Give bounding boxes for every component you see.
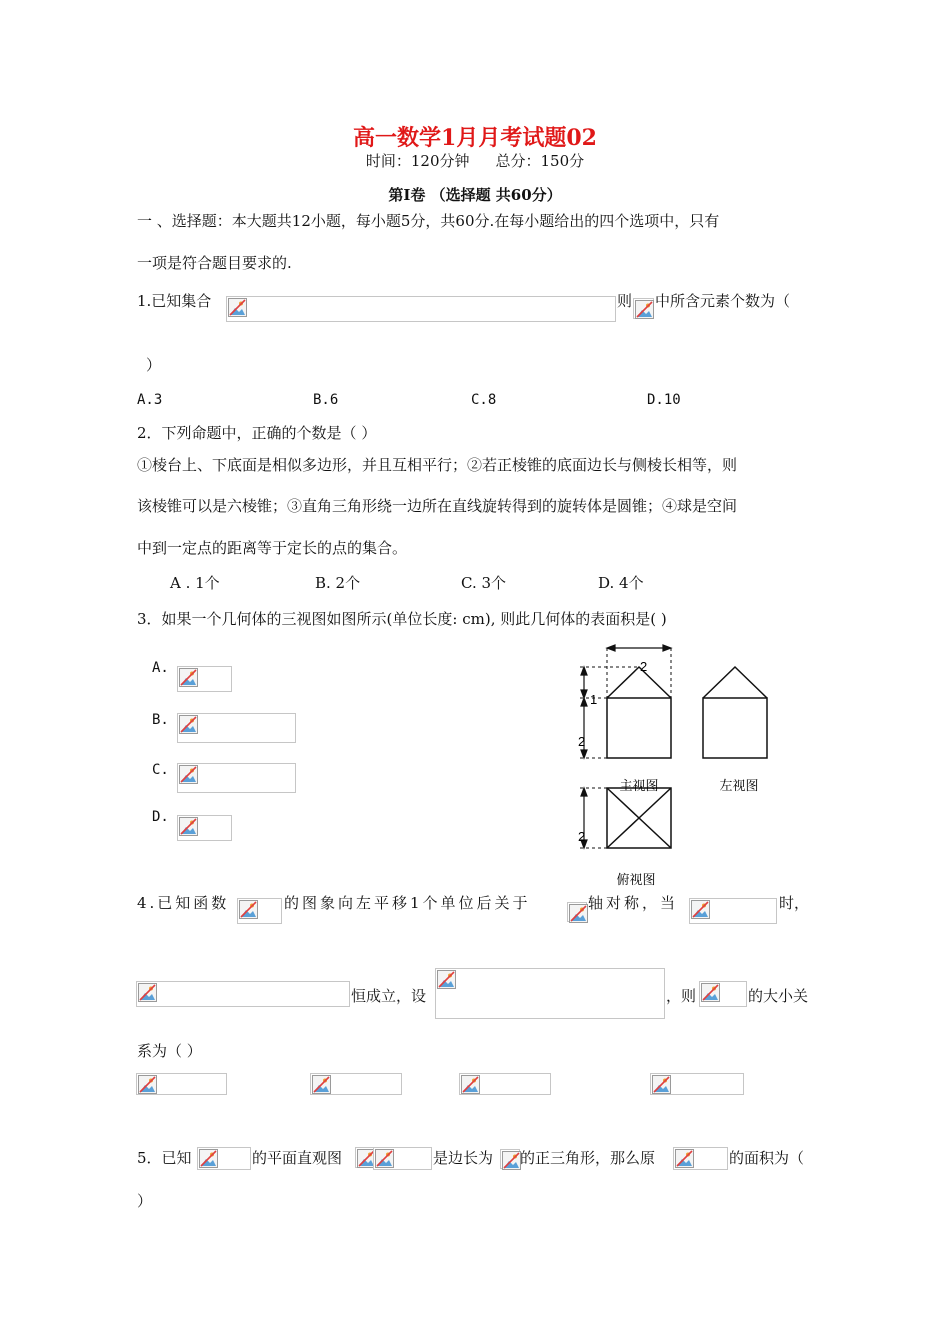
q5-close: ） [137,1192,153,1210]
q2-line3: 中到一定点的距离等于定长的点的集合。 [137,539,408,557]
q4-part2: 的图象向左平移1个单位后关于 [284,894,531,912]
broken-image-icon [228,298,247,317]
broken-image-icon [312,1075,331,1094]
q3-stem: 3．如果一个几何体的三视图如图所示(单位长度: cm), 则此几何体的表面积是( ) [137,610,667,628]
q5-part3: 是边长为 [433,1149,494,1167]
q1-option-d: D.10 [647,392,681,408]
section-title: 第Ⅰ卷 （选择题 共60分） [388,186,562,204]
broken-image-icon [138,983,157,1002]
broken-image-icon [179,817,198,836]
q5-part4: 的正三角形，那么原 [520,1149,656,1167]
section-intro-line2: 一项是符合题目要求的. [137,254,292,272]
q4-inequality-image [136,981,350,1007]
q4-condition-image [689,898,777,924]
top-view-label: 俯视图 [616,873,656,888]
q1-set-formula-image [226,296,616,322]
broken-image-icon [691,900,710,919]
q5-side-length-image [500,1149,520,1169]
broken-image-icon [461,1075,480,1094]
broken-image-icon [437,970,456,989]
q3-option-b-image [177,713,296,743]
broken-image-icon [569,904,588,923]
exam-total: 总分：150分 [495,152,585,170]
q4-option-a-image [136,1073,227,1095]
q3-option-d-image [177,815,232,841]
dim-width-label: 2 [640,659,648,674]
exam-title: 高一数学1月月考试题02 [353,125,597,151]
broken-image-icon [652,1075,671,1094]
q2-option-c: C. 3个 [461,574,507,592]
dimension-guides [580,648,671,848]
broken-image-icon [179,765,198,784]
q3-option-c: C. [152,762,169,778]
q3-option-a-image [177,666,232,692]
q4-part4: 时， [779,894,810,912]
q1-set-b-image [633,298,654,319]
q4-option-c-image [459,1073,551,1095]
broken-image-icon [502,1151,521,1170]
dimension-arrows [581,645,671,848]
broken-image-icon [138,1075,157,1094]
broken-image-icon [701,983,720,1002]
q4-part6: ，则 [666,987,697,1005]
exam-time: 时间：120分钟 [365,152,470,170]
q2-option-b: B. 2个 [315,574,361,592]
three-view-figure [570,640,780,890]
q1-option-b: B.6 [313,392,339,408]
section-intro-line1: 一 、选择题：本大题共12小题，每小题5分，共60分.在每小题给出的四个选项中，只有 [137,212,720,230]
side-view-label: 左视图 [719,779,759,794]
q5-intuitive-triangle-image [373,1147,432,1170]
q4-part3: 轴对称，当 [588,894,679,912]
broken-image-icon [375,1149,394,1168]
broken-image-icon [635,300,654,319]
dim-top-label: 2 [578,829,586,844]
q4-part1: 4.已知函数 [137,894,230,912]
q2-line1: ①棱台上、下底面是相似多边形，并且互相平行；②若正棱锥的底面边长与侧棱长相等，则 [137,456,738,474]
broken-image-icon [199,1149,218,1168]
q3-option-a: A. [152,660,169,676]
q5-intuitive-image [355,1147,375,1168]
dim-roof-label: 1 [590,692,598,707]
top-view [607,788,671,848]
broken-image-icon [675,1149,694,1168]
q2-option-a: A . 1个 [170,574,220,592]
q4-option-b-image [310,1073,402,1095]
q4-part8: 系为（ ） [137,1042,202,1060]
front-view [607,667,671,758]
dim-wall-label: 2 [578,734,586,749]
q4-axis-image [567,902,587,922]
q1-mid: 则 [617,292,633,310]
broken-image-icon [179,715,198,734]
q5-part2: 的平面直观图 [252,1149,343,1167]
q1-prefix: 1.已知集合 [137,292,212,310]
broken-image-icon [179,668,198,687]
q4-function-image [237,898,282,924]
q4-part5: 恒成立，设 [351,987,427,1005]
q3-option-c-image [177,763,296,793]
q1-option-a: A.3 [137,392,163,408]
q4-definitions-image [435,968,665,1019]
q5-original-triangle-image [673,1147,728,1170]
front-view-label: 主视图 [619,779,659,794]
q5-part5: 的面积为（ [729,1149,805,1167]
q4-part7: 的大小关 [748,987,809,1005]
q1-suffix: 中所含元素个数为（ [655,292,791,310]
q2-stem: 2．下列命题中，正确的个数是（ ） [137,424,377,442]
q5-part1: 5．已知 [137,1149,192,1167]
q2-option-d: D. 4个 [598,574,644,592]
q3-option-b: B. [152,712,169,728]
q1-option-c: C.8 [471,392,497,408]
side-view [703,667,767,758]
q4-option-d-image [650,1073,744,1095]
q2-line2: 该棱锥可以是六棱锥；③直角三角形绕一边所在直线旋转得到的旋转体是圆锥；④球是空间 [137,497,738,515]
q3-option-d: D. [152,809,169,825]
exam-meta [0,150,950,171]
q1-close: ） [146,356,162,374]
q4-variables-image [699,981,747,1007]
q5-triangle-image [197,1147,251,1170]
broken-image-icon [239,900,258,919]
